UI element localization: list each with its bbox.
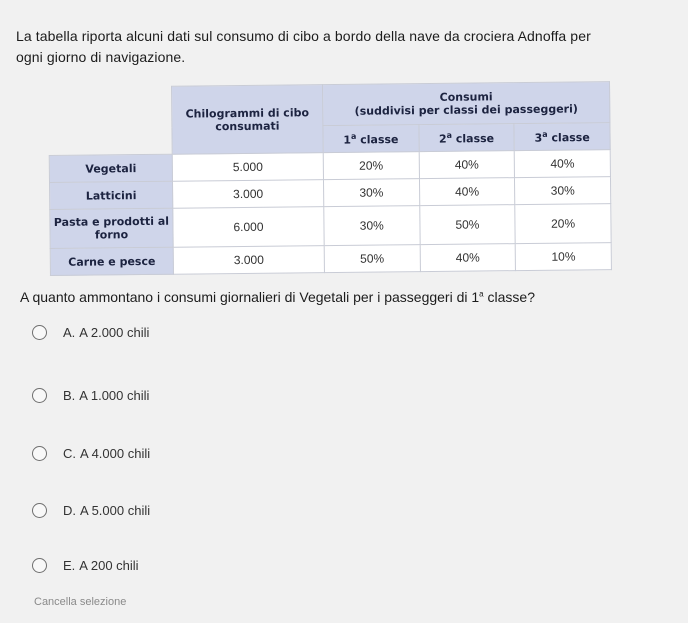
question-text: A quanto ammontano i consumi giornalieri di Vegetali per i passeggeri di 1$^a$ classe? [20,289,535,305]
header-class-2: 2$^a$ classe [419,124,515,152]
option-letter: D. [63,502,76,518]
table-corner [49,86,173,155]
table-row [50,204,611,249]
header-consumi-title: Consumi [439,90,493,104]
radio-button[interactable] [32,558,47,573]
intro-line-1: La tabella riporta alcuni dati sul consumo di cibo a bordo della nave da crociera Adnoffa per [16,28,591,44]
option-letter: B. [63,387,76,403]
cell-kg: 3.000 [173,246,324,275]
header-class-3: 3$^a$ classe [514,123,610,151]
option-a[interactable] [32,322,149,342]
cell-class-2: 50% [419,205,515,245]
option-letter: A. [63,324,76,340]
cell-class-3: 10% [515,243,611,271]
cell-class-1: 20% [323,152,419,180]
row-label: Pasta e prodotti al forno [50,208,173,248]
cell-class-2: 40% [420,244,516,272]
table-row [50,243,611,276]
cell-class-1: 50% [324,245,420,273]
intro-line-2: ogni giorno di navigazione. [16,49,186,65]
option-letter: C. [63,445,76,461]
cell-class-3: 20% [515,204,611,244]
header-kg: Chilogrammi di cibo consumati [171,85,323,155]
option-d[interactable] [32,500,150,520]
option-e[interactable] [32,555,139,575]
option-c[interactable] [32,443,150,463]
cell-kg: 3.000 [172,180,323,209]
option-label: A 2.000 chili [79,324,150,340]
cell-kg: 6.000 [173,207,324,248]
option-label: A 5.000 chili [80,502,151,518]
header-consumi-subtitle: (suddivisi per classi dei passeggeri) [354,102,578,118]
row-label: Latticini [50,181,173,209]
cell-class-1: 30% [323,179,419,207]
cell-kg: 5.000 [172,153,323,182]
option-label: A 1.000 chili [79,387,150,403]
cell-class-3: 40% [514,150,610,178]
radio-button[interactable] [32,446,47,461]
option-label: A 4.000 chili [80,445,151,461]
food-consumption-table [48,81,612,276]
radio-button[interactable] [32,388,47,403]
data-table-wrapper [48,81,612,276]
option-label: A 200 chili [79,557,139,573]
radio-button[interactable] [32,325,47,340]
cell-class-1: 30% [324,206,420,246]
radio-button[interactable] [32,503,47,518]
cell-class-3: 30% [515,177,611,205]
header-consumi [322,82,609,126]
row-label: Carne e pesce [50,247,173,275]
question-intro [16,26,676,68]
row-label: Vegetali [49,154,172,182]
cell-class-2: 40% [419,151,515,179]
option-b[interactable] [32,385,149,405]
option-letter: E. [63,557,76,573]
header-class-1: 1$^a$ classe [323,125,419,153]
cell-class-2: 40% [419,178,515,206]
clear-selection-link[interactable]: Cancella selezione [34,596,127,608]
